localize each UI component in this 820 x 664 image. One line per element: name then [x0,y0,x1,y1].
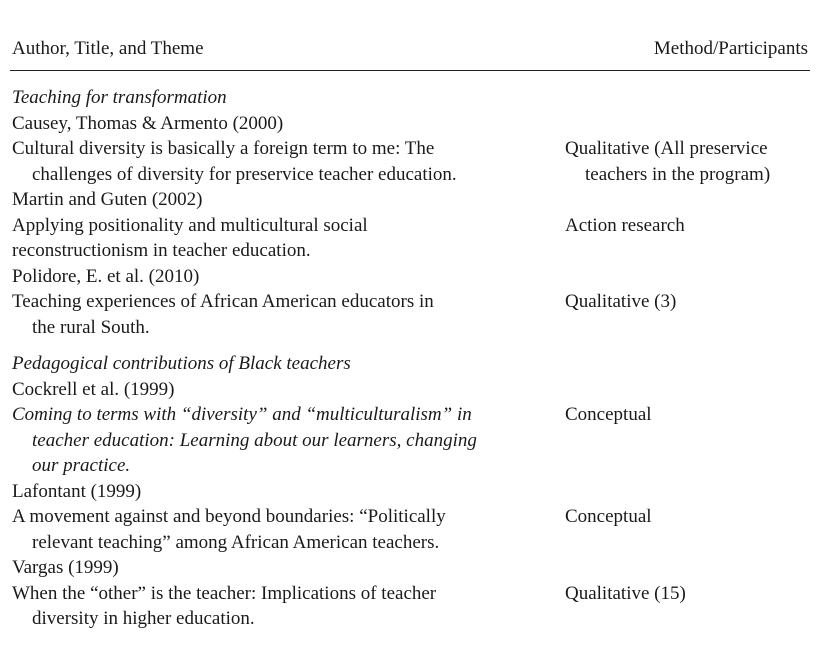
entry-author: Vargas (1999) [12,557,119,578]
entry-method [565,136,812,187]
entry-title [12,402,565,479]
title-line: teacher education: Learning about our learners, changing [32,429,477,451]
table-entry [12,555,812,632]
entry-author: Martin and Guten (2002) [12,189,203,210]
table-entry [12,187,812,264]
title-line: challenges of diversity for preservice teacher education. [32,163,457,185]
section-heading: Teaching for transformation [12,87,227,108]
entry-method [565,213,812,264]
title-line: our practice. [32,455,131,476]
table-body [12,85,812,632]
method-line: Action research [565,214,685,236]
method-line: Conceptual [565,506,652,527]
table-entry [12,264,812,341]
method-line: Qualitative (15) [565,582,686,604]
header-method-participants: Method/Participants [653,38,808,59]
entry-author: Causey, Thomas & Armento (2000) [12,112,284,134]
title-line: When the “other” is the teacher: Implications of teacher [12,582,437,604]
entry-author: Cockrell et al. (1999) [12,378,175,400]
title-line: Teaching experiences of African American educators in [12,291,434,312]
title-line: reconstructionism in teacher education. [12,240,311,261]
method-line: teachers in the program) [585,163,771,185]
title-line: Cultural diversity is basically a foreign term to me: The [12,138,435,159]
entry-title [12,581,565,632]
table-entry [12,479,812,556]
table-header [12,36,808,62]
title-line: A movement against and beyond boundaries: “Politically [12,506,446,527]
title-line: the rural South. [32,316,150,338]
title-line: diversity in higher education. [32,608,255,629]
entry-method [565,289,812,340]
title-line: Applying positionality and multicultural social [12,214,368,236]
method-line: Qualitative (3) [565,291,677,312]
entry-method [565,402,812,479]
header-author-title-theme: Author, Title, and Theme [12,38,204,59]
entry-title [12,136,565,187]
entry-method [565,504,812,555]
entry-title [12,504,565,555]
entry-title [12,213,565,264]
section-heading: Pedagogical contributions of Black teachers [12,353,351,374]
title-line: Coming to terms with “diversity” and “multiculturalism” in [12,404,472,425]
header-rule [10,70,810,71]
title-line: relevant teaching” among African American teachers. [32,531,440,553]
table-entry [12,377,812,479]
entry-method [565,581,812,632]
entry-author: Lafontant (1999) [12,480,142,502]
entry-author: Polidore, E. et al. (2010) [12,265,200,287]
method-line: Conceptual [565,404,652,425]
table-entry [12,111,812,188]
method-line: Qualitative (All preservice [565,138,768,159]
entry-title [12,289,565,340]
